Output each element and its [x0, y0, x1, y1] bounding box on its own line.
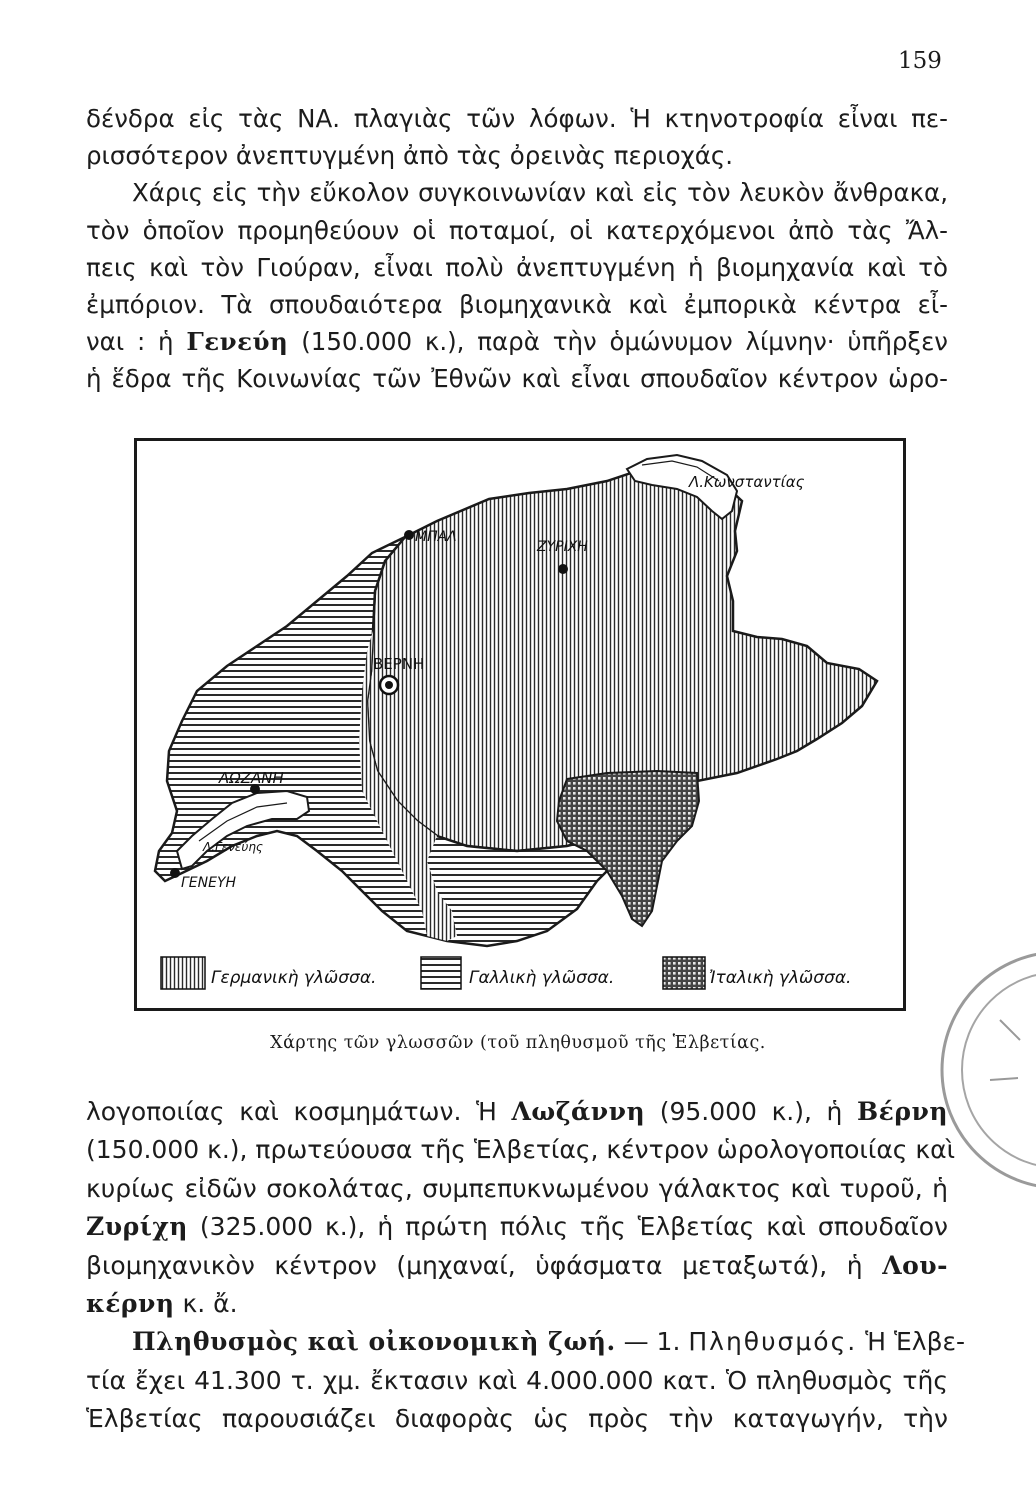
text-line: πεις καὶ τὸν Γιούραν, εἶναι πολὺ ἀνεπτυγμένη ἡ βιομηχανία καὶ τὸ	[86, 252, 948, 282]
legend-italian-swatch	[663, 957, 705, 989]
text-line: τία ἔχει 41.300 τ. χμ. ἔκτασιν καὶ 4.000.000 κατ. Ὁ πληθυσμὸς τῆς	[86, 1365, 948, 1395]
language-map	[134, 438, 906, 1011]
text-line: δένδρα εἰς τὰς ΝΑ. πλαγιὰς τῶν λόφων. Ἡ κτηνοτροφία εἶναι πε-	[86, 104, 948, 133]
stamp-mark	[990, 1020, 1020, 1080]
map-caption: Χάρτης τῶν γλωσσῶν (τοῦ πληθυσμοῦ τῆς Ἑλβετίας.	[270, 1033, 766, 1053]
text-line: Ἑλβετίας παρουσιάζει διαφορὰς ὡς πρὸς τὴν καταγωγήν, τὴν	[86, 1404, 948, 1434]
page-number: 159	[898, 48, 942, 74]
bottom-text-block	[86, 1093, 966, 1439]
text-run: λογοποιίας καὶ κοσμημάτων. Ἡ	[86, 1097, 512, 1126]
text-line: ἐμπόριον. Τὰ σπουδαιότερα βιομηχανικὰ καὶ ἐμπορικὰ κέντρα εἶ-	[86, 290, 948, 320]
library-stamp	[930, 960, 1036, 1200]
text-line	[86, 323, 948, 360]
text-run: — 1.	[615, 1327, 689, 1357]
zurich-marker	[558, 564, 568, 574]
label-geneva: ΓΕΝΕΥΗ	[181, 875, 237, 891]
label-basel: ΜΠΑΛ	[415, 529, 457, 545]
legend-german-swatch	[161, 957, 205, 989]
text-line: ἡ ἕδρα τῆς Κοινωνίας τῶν Ἐθνῶν καὶ εἶναι σπουδαῖον κέντρον ὡρο-	[86, 364, 948, 394]
basel-marker	[404, 530, 414, 540]
legend-italian-label: Ἰταλικὴ γλῶσσα.	[709, 968, 852, 988]
label-geneva-lake: Λ.Γενεύης	[203, 840, 263, 854]
city-name-bern: Βέρνη	[857, 1097, 948, 1126]
text-line: τὸν ὁποῖον προμηθεύουν οἱ ποταμοί, οἱ κατερχόμενοι ἀπὸ τὰς Ἄλ-	[86, 215, 948, 245]
text-line	[86, 1323, 966, 1361]
text-run: βιομηχανικὸν κέντρον (μηχαναί, ὑφάσματα μεταξωτά), ἡ	[86, 1250, 883, 1280]
section-heading: Πληθυσμὸς καὶ οἰκονομικὴ ζωή.	[132, 1327, 616, 1357]
label-zurich: ΖΥΡΙΧΗ	[537, 539, 588, 555]
text-line	[86, 1285, 948, 1323]
geneva-marker	[170, 868, 180, 878]
top-text-block	[86, 100, 948, 398]
text-line: κυρίως εἰδῶν σοκολάτας, συμπεπυκνωμένου γάλακτος καὶ τυροῦ, ἡ	[86, 1173, 948, 1203]
text-line: ρισσότερον ἀνεπτυγμένη ἀπὸ τὰς ὀρεινὰς περιοχάς.	[86, 141, 734, 171]
text-run: (325.000 κ.), ἡ πρώτη πόλις τῆς Ἑλβετίας καὶ σπουδαῖον	[187, 1212, 948, 1242]
text-line	[86, 1093, 948, 1131]
text-line: (150.000 κ.), πρωτεύουσα τῆς Ἑλβετίας, κέντρον ὡρολογοποιίας καὶ	[86, 1135, 956, 1165]
text-run: κ. ἄ.	[174, 1289, 238, 1319]
city-name-lausanne: Λωζάννη	[511, 1097, 646, 1126]
map-svg	[137, 441, 903, 1008]
text-line	[86, 1208, 948, 1246]
legend-french-label: Γαλλικὴ γλῶσσα.	[469, 968, 615, 988]
text-line	[86, 1247, 948, 1285]
text-run: ναι : ἡ	[86, 327, 187, 357]
text-line: Χάρις εἰς τὴν εὔκολον συγκοινωνίαν καὶ εἰς τὸν λευκὸν ἄνθρακα,	[132, 178, 948, 208]
label-konstanz: Λ.Κωνσταντίας	[689, 473, 805, 491]
text-run: (150.000 κ.), παρὰ τὴν ὁμώνυμον λίμνην· ὑπῆρξεν	[288, 327, 948, 357]
city-name-lucerne-part2: κέρνη	[86, 1289, 175, 1319]
subsection-heading: Πληθυσμός.	[688, 1327, 858, 1357]
text-run: Ἡ Ἑλβε-	[857, 1327, 966, 1357]
city-name-zurich: Ζυρίχη	[86, 1212, 188, 1242]
city-name-geneva: Γενεύη	[186, 327, 289, 357]
label-lausanne: ΛΩΖΑΝΗ	[219, 769, 284, 787]
city-name-lucerne-part1: Λου-	[882, 1250, 948, 1280]
legend-german-label: Γερμανικὴ γλῶσσα.	[211, 968, 377, 988]
legend-french-swatch	[421, 957, 461, 989]
bern-marker-center	[385, 681, 393, 689]
text-run: (95.000 κ.), ἡ	[645, 1097, 858, 1126]
label-bern: ΒΕΡΝΗ	[373, 655, 425, 673]
